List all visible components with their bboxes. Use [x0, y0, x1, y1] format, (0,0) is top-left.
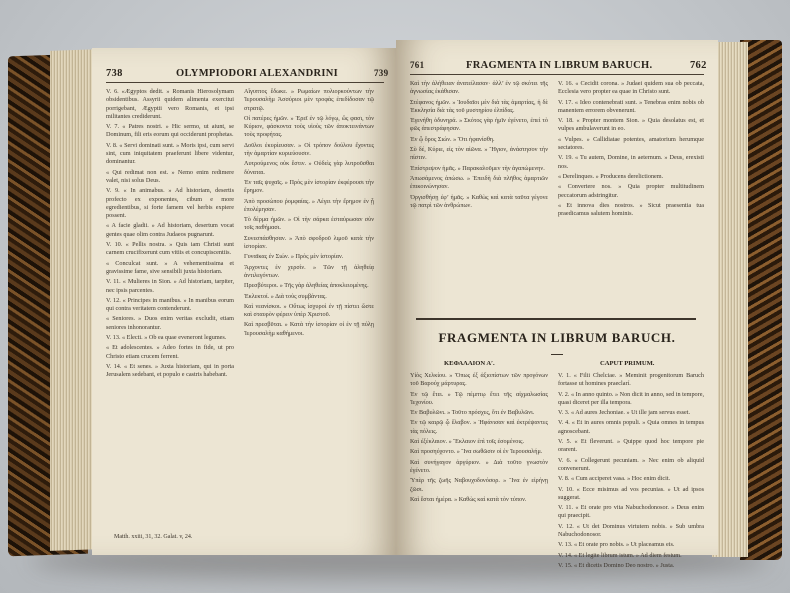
- paragraph: Οἱ πατέρες ἡμῶν. » Ἐρεῖ ἐν τῷ λόγῳ, ὥς φασι, τὸν Κύριον, φάσκοντα τοὺς υἱοὺς τῶν ἀποκτεινάντων τοὺς προφήτας.: [244, 114, 374, 139]
- right-inner-number: 761: [410, 60, 425, 70]
- paragraph: V. 11. « Et orate pro vita Nabuchodonosor. » Deus enim qui praecipit.: [558, 504, 704, 520]
- paragraph: Καὶ νεανίσκοι. » Οὕτως ἰσχυροὶ ἐν τῇ πίστει ὥστε καὶ σταυρὸν φέρειν ὑπὲρ Χριστοῦ.: [244, 302, 374, 319]
- paragraph: V. 13. « Et orate pro nobis. » Ut placeamus eis.: [558, 541, 675, 549]
- paragraph: V. 8. « Cum acciperet vasa. » Hoc enim dicit.: [558, 475, 671, 483]
- paragraph: Ἐν ταῖς ψυχαῖς. » Πρὸς μὲν ἱστορίαν ἐκφέρουσι τὴν ἔρημον.: [244, 178, 374, 195]
- paragraph: Πρεσβύτεροι. » Τῆς γὰρ ἀληθείας ἀποκλειομένης.: [244, 282, 369, 290]
- paragraph: Ὑπὲρ τῆς ζωῆς Ναβουχοδονόσορ. » Ἵνα ἐν εἰρήνῃ ζῶσι.: [410, 477, 548, 493]
- paragraph: Ἐπίστρεψον ἡμᾶς. » Παρακαλοῦμεν τὴν ἀγαπώμενην.: [410, 164, 545, 172]
- paragraph: Ἐν τῷ ἔτει. » Τῷ πέμπτῳ ἔτει τῆς αἰχμαλωσίας Ἰεχονίου.: [410, 390, 548, 406]
- paragraph: Ὀργισθήσῃ ἐφ’ ἡμᾶς. » Καθὼς καὶ κατὰ ταῦτα γέγονε τῷ πατρὶ τῶν ἀνθρώπων.: [410, 193, 548, 209]
- right-latin-top-column: [558, 80, 704, 310]
- paragraph: V. 12. « Principes in manibus. » In manibus eorum qui contra veritatem contenderunt.: [106, 296, 234, 313]
- paragraph: V. 4. « Et in aures omnis populi. » Quia omnes in tempus agnoscebant.: [558, 419, 704, 435]
- paragraph: Ἐν τῷ καιρῷ ᾧ ἔλαβον. » Ἠφάνισαν καὶ ἐκτρέψαντες τὰς πόλεις.: [410, 419, 548, 435]
- paragraph: Αἴγυπτος ἔδωκε. » Ρωμαίων πολιορκούντων τὴν Ἱερουσαλὴμ Ἀσσύριοι μὲν τροφὰς ἐπεδίδοσαν τῷ στρατῷ.: [244, 88, 374, 112]
- paragraph: « Convertere nos. » Quia propter multitudinem peccatorum adstringitur.: [558, 183, 704, 199]
- paragraph: V. 10. « Pellis nostra. » Quis iam Christi sunt carnem crucifixerunt cum vitiis et concupiscentiis.: [106, 241, 234, 257]
- latin-chapter-heading: CAPUT PRIMUM.: [600, 360, 655, 367]
- paragraph: Ἐν ᾧ ὄρος Σιών. » Ὅτι ἠφανίσθη.: [410, 135, 495, 143]
- greek-chapter-heading: ΚΕΦΑΛΑΙΟΝ Αʹ.: [444, 360, 495, 367]
- right-running-head: FRAGMENTA IN LIBRUM BARUCH.: [466, 60, 653, 71]
- paragraph: « Et adolescentes. » Adeo fortes in fide, ut pro Christo etiam crucem ferrent.: [106, 344, 234, 360]
- paragraph: Στέφανος ἡμῶν. » Ἰουδαῖοι μὲν διὰ τὰς ἁμαρτίας, ἡ δὲ Ἐκκλησία διὰ τὰς τοῦ μυστηρίου ἐλπίδας.: [410, 98, 548, 114]
- paragraph: Ἄρχοντες ἐν χερσίν. » Τῶν τῇ ἀληθείᾳ ἀντιλεγόντων.: [244, 263, 374, 279]
- paragraph: V. 18. « Propter montem Sion. » Quia desolatus est, et vulpes ambulaverunt in eo.: [558, 117, 704, 133]
- paragraph: V. 10. « Ecce misimus ad vos pecunias. » Ut ad ipsos suggerat.: [558, 485, 704, 501]
- paragraph: V. 19. « Tu autem, Domine, in aeternum. » Deus, erexisti nos.: [558, 154, 704, 170]
- left-greek-column: [244, 88, 374, 538]
- left-page: [92, 48, 396, 555]
- paragraph: V. 8. « Servi dominati sunt. » Moris ipsi, cum servi sint, cum iniquitatem praeferunt libere videntur, dominantur.: [106, 141, 234, 166]
- paragraph: « Et innova dies nostros. » Sicut praesentia tua praedicamus salutem hominis.: [558, 201, 704, 218]
- paragraph: « Qui redimat non est. » Nemo enim redimere valet, nisi solus Deus.: [106, 168, 234, 184]
- paragraph: V. 2. « In anno quinto. » Non dicit in anno, sed in tempore, quasi diceret per illa tempora.: [558, 390, 704, 406]
- paragraph: Καὶ ἔσται ἡμέρα. » Καθὼς καὶ κατὰ τὸν τύπον.: [410, 495, 527, 503]
- left-latin-column: [106, 88, 234, 538]
- paragraph: V. 14. « Et legite librum istum. » Ad diem festum.: [558, 551, 682, 559]
- right-greek-top-column: [410, 80, 548, 310]
- section-rule: [416, 318, 696, 320]
- paragraph: Σὺ δέ, Κύριε, εἰς τὸν αἰῶνα. » Ἥγιον, ἀνάστησον τὴν πίστιν.: [410, 146, 548, 162]
- right-latin-bottom-column: [558, 372, 704, 569]
- paragraph: « Vulpes. » Callidiatae potentes, amatorium herumque sectatores.: [558, 135, 704, 152]
- paragraph: V. 16. « Cecidit corona. » Judaei quidem sua ob peccata, Ecclesia vero propter ea quae in Christo sunt.: [558, 80, 704, 96]
- paragraph: Ἐκλεκτοί. » Διὰ τοὺς συμβάντας.: [244, 292, 327, 300]
- paragraph: V. 6. « Collegerunt pecuniam. » Nec enim ob aliquid convenerunt.: [558, 456, 704, 472]
- paragraph: V. 7. « Patres nostri. » Hic sermo, ut aiunt, se Dominum, fili eris eorum qui occiderunt prophetas.: [106, 123, 234, 139]
- paragraph: Γυναῖκας ἐν Σιών. » Πρὸς μὲν ἱστορίαν.: [244, 253, 344, 261]
- paragraph: « Derelinques. » Producens derelictionem.: [558, 172, 664, 180]
- paragraph: Λυτρούμενος οὐκ ἔστιν. » Οὐδεὶς γὰρ λυτροῦσθαι δύναται.: [244, 160, 374, 176]
- paragraph: « Conculcat sunt. » A vehementissima et gravissime fame, sive sensibili juxta historiam.: [106, 259, 234, 275]
- paragraph: Τὸ δέρμα ἡμῶν. » Οἱ τὴν σάρκα ἐσταύρωσαν σὺν τοῖς παθήμασι.: [244, 216, 374, 232]
- paragraph: Δοῦλοι ἐκυρίευσαν. » Οἱ τρόπον δούλου ἔχοντες τὴν ἁμαρτίαν κυριεύουσιν.: [244, 141, 374, 158]
- paragraph: Καὶ πρεσβῦται. » Κατὰ τὴν ἱστορίαν οἱ ἐν τῇ πύλῃ Ἱερουσαλὴμ καθήμενοι.: [244, 321, 374, 337]
- paragraph: Υἱὸς Χελκίου. » Ὅπως ἐξ ἀξιοπίστων τῶν προγόνων τοῦ Βαρούχ μάρτυρας.: [410, 372, 548, 388]
- right-page: [396, 40, 718, 569]
- paragraph: V. 17. « Ideo contenebrati sunt. » Tenebras enim nobis ob manentem errorem obvenerunt.: [558, 98, 704, 114]
- paragraph: Καὶ ἐξέκλαιον. » Ἔκλαιον ἐπὶ τοῖς ἐσομένοις.: [410, 438, 525, 446]
- paragraph: Καὶ τὴν ἀλήθειαν ἀνατείλασαν· ἀλλ’ ἐν τῷ σκότει τῆς ἀγνωσίας ἐκάθισαν.: [410, 80, 548, 96]
- section-dash: [551, 354, 563, 355]
- paragraph: Ἐγενήθη ὀδυνηρά. » Σκότος γὰρ ἡμῖν ἐγένετο, ἐπεὶ τὸ φῶς ἀπεστράφησαν.: [410, 117, 548, 133]
- paragraph: « Seniores. » Duos enim veritas excludit, etiam seniores inhonorantur.: [106, 315, 234, 331]
- right-page-number: 762: [690, 60, 707, 71]
- paragraph: V. 1. « Filii Chelciae. » Meminit progenitorum Baruch fortasse ut homines praeclarí.: [558, 372, 704, 388]
- paragraph: V. 11. « Mulieres in Sion. » Ad historiam, tarpiter, nec ipsis parcentes.: [106, 278, 234, 294]
- left-inner-number: 739: [374, 68, 389, 78]
- paragraph: V. 5. « Et fleverunt. » Quippe quod hoc tempore pie orarent.: [558, 438, 704, 454]
- paragraph: Συνεσπάσθησαν. » Ἀπὸ σφοδροῦ λιμοῦ κατὰ τὴν ἱστορίαν.: [244, 234, 374, 251]
- right-greek-bottom-column: [410, 372, 548, 544]
- paragraph: V. 14. « Et senes. » Juxta historiam, qui in porta Jerusalem sedebant, et populo e castris habebant.: [106, 362, 234, 379]
- paragraph: Καὶ προσηύχοντο. » Ἵνα σωθῶσιν οἱ ἐν Ἱερουσαλήμ.: [410, 448, 543, 456]
- left-page-number: 738: [106, 68, 123, 79]
- paragraph: V. 15. « Et dicetis Domino Deo nostro. » Justa.: [558, 561, 675, 569]
- paragraph: « A facie gladii. » Ad historiam, desertum vocat gentes quae olim contra Judaeos pugnarunt.: [106, 222, 234, 238]
- paragraph: V. 6. «Ægyptos dedit. » Romanis Hierosolymam obsidentibus. Assyrii quidem alimenta exercitui porrigebant, Ægyptii vero Romanis, et ipsi militantes crediderunt.: [106, 88, 234, 120]
- left-head-rule: [106, 82, 384, 83]
- left-footnote: Matth. xxiii, 31, 32. Galat. v, 24.: [114, 534, 193, 540]
- section-title: FRAGMENTA IN LIBRUM BARUCH.: [438, 330, 676, 345]
- paragraph: V. 3. « Ad aures Jechoniae. » Ut ille jam servus esset.: [558, 409, 691, 417]
- paragraph: V. 13. « Electi. » Ob ea quae eveneront legumes.: [106, 334, 227, 342]
- paragraph: Ἀπωσάμενος ἀπώσω. » Ἐπειδὴ διὰ πλῆθος ἁμαρτιῶν ἐπικοινώνησαν.: [410, 174, 548, 191]
- paragraph: V. 9. « In animabus. » Ad historiam, desertis profecto ex exponentes, cibum e more egredientibus, si forte famem vel herbis expiere possent.: [106, 187, 234, 220]
- right-head-rule: [410, 74, 704, 75]
- paragraph: Ἀπὸ προσώπου ῥομφαίας. » Λέγει τὴν ἔρημον ἐν ᾗ ἐπολέμησαν.: [244, 197, 374, 213]
- paragraph: V. 12. « Ut det Dominus virtutem nobis. » Sub umbra Nabuchodonosor.: [558, 522, 704, 539]
- paragraph: Ἐν Βαβυλῶνι. » Τοῦτο πρόσχες, ὅτι ἐν Βαβυλῶνι.: [410, 409, 535, 417]
- paragraph: Καὶ συνήγαγον ἀργύριον. » Διὰ τοῦτο γνωστὸν ἐγένετο.: [410, 458, 548, 474]
- left-running-head: OLYMPIODORI ALEXANDRINI: [176, 68, 338, 79]
